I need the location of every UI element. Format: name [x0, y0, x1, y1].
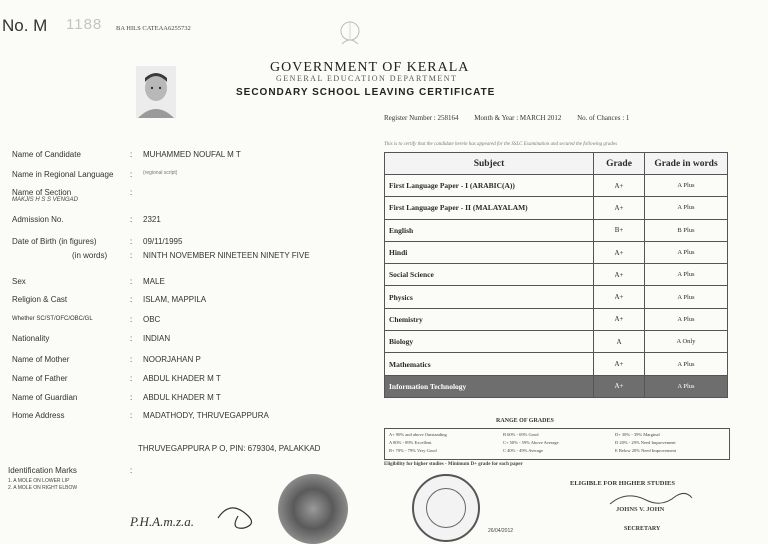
identification-mark: 1. A MOLE ON LOWER LIP — [8, 478, 70, 484]
table-row — [385, 241, 728, 263]
grade-cell: A+ — [594, 175, 645, 197]
table-row — [385, 219, 728, 241]
range-of-grades-title: RANGE OF GRADES — [496, 418, 554, 424]
table-row — [385, 286, 728, 308]
field-label: Name of Father — [12, 374, 68, 383]
subject-cell: Physics — [385, 286, 594, 308]
field-value: OBC — [143, 315, 161, 324]
grade-words-cell: A Plus — [645, 197, 728, 219]
serial-prefix: No. M — [2, 16, 48, 35]
range-item: B 60% - 69% Good — [503, 432, 539, 437]
identification-marks-list — [8, 478, 77, 492]
grade-words-cell: A Plus — [645, 241, 728, 263]
field-label: Home Address — [12, 411, 65, 420]
subject-cell: First Language Paper - I (ARABIC(A)) — [385, 175, 594, 197]
field-value: MADATHODY, THRUVEGAPPURA — [143, 411, 269, 420]
table-row — [385, 175, 728, 197]
grades-table — [384, 152, 728, 398]
range-item: C 40% - 49% Average — [503, 448, 544, 453]
grade-words-cell: A Plus — [645, 175, 728, 197]
field-label: Sex — [12, 277, 26, 286]
grade-cell: A+ — [594, 241, 645, 263]
grade-cell: A+ — [594, 308, 645, 330]
grade-cell: A+ — [594, 375, 645, 397]
board-seal-icon — [412, 474, 480, 542]
secretary-name: JOHNS V. JOHN — [616, 506, 665, 513]
candidate-photo — [136, 66, 176, 118]
table-row — [385, 375, 728, 397]
grade-words-cell: A Plus — [645, 308, 728, 330]
grade-cell: B+ — [594, 219, 645, 241]
field-label: Name of Section — [12, 188, 72, 197]
range-item: A+ 90% and above Outstanding — [389, 432, 447, 437]
state-emblem-icon — [328, 18, 372, 48]
field-value: ISLAM, MAPPILA — [143, 295, 207, 304]
table-row — [385, 197, 728, 219]
range-column — [503, 432, 559, 456]
field-label: Religion & Cast — [12, 295, 68, 304]
field-label: Admission No. — [12, 215, 64, 224]
eligible-stamp: ELIGIBLE FOR HIGHER STUDIES — [570, 480, 675, 487]
grade-cell: A+ — [594, 264, 645, 286]
certify-text: This is to certify that the candidate herein has appeared for the SSLC Examination and secured the following grades — [384, 142, 618, 147]
certificate-title: SECONDARY SCHOOL LEAVING CERTIFICATE — [236, 87, 496, 98]
range-item: A 80% - 89% Excellent — [389, 440, 432, 445]
field-label: Name of Guardian — [12, 393, 78, 402]
field-label: Identification Marks — [8, 466, 77, 475]
range-column — [389, 432, 447, 456]
header-grade: Grade — [594, 153, 645, 175]
range-item: D+ 30% - 39% Marginal — [615, 432, 660, 437]
range-item: C+ 50% - 59% Above Average — [503, 440, 559, 445]
range-of-grades-box — [384, 428, 730, 460]
field-value: THRUVEGAPPURA P O, PIN: 679304, PALAKKAD — [138, 444, 321, 453]
serial-code: BA HILS CATEAA6255732 — [116, 25, 191, 32]
exam-meta — [384, 114, 643, 122]
table-row — [385, 264, 728, 286]
table-header-row — [385, 153, 728, 175]
field-value: MUHAMMED NOUFAL M T — [143, 150, 241, 159]
subject-cell: First Language Paper - II (MALAYALAM) — [385, 197, 594, 219]
field-value: NOORJAHAN P — [143, 355, 201, 364]
grade-words-cell: A Plus — [645, 286, 728, 308]
header-grade-words: Grade in words — [645, 153, 728, 175]
field-value: INDIAN — [143, 334, 171, 343]
field-value: 2321 — [143, 215, 161, 224]
subject-cell: Biology — [385, 331, 594, 353]
department-heading: GENERAL EDUCATION DEPARTMENT — [276, 74, 458, 83]
section-name: MAKJIS H S S VENGAD — [12, 197, 79, 203]
field-value: (regional script) — [143, 170, 178, 176]
field-label: Name of Candidate — [12, 150, 81, 159]
header-subject: Subject — [385, 153, 594, 175]
school-seal-icon — [278, 474, 348, 544]
field-label: Date of Birth (in figures) — [12, 237, 97, 246]
grade-words-cell: A Plus — [645, 353, 728, 375]
eligibility-note: Eligibility for higher studies - Minimum D+ grade for each paper — [384, 462, 523, 467]
grade-words-cell: B Plus — [645, 219, 728, 241]
serial-number: 1188 — [66, 16, 103, 33]
field-value: ABDUL KHADER M T — [143, 393, 221, 402]
grade-cell: A+ — [594, 286, 645, 308]
grade-words-cell: A Plus — [645, 375, 728, 397]
subject-cell: English — [385, 219, 594, 241]
grade-cell: A+ — [594, 353, 645, 375]
subject-cell: Mathematics — [385, 353, 594, 375]
grade-words-cell: A Plus — [645, 264, 728, 286]
signature-text: P.H.A.m.z.a. — [130, 514, 195, 529]
subject-cell: Hindi — [385, 241, 594, 263]
table-row — [385, 353, 728, 375]
field-value: MALE — [143, 277, 165, 286]
table-row — [385, 331, 728, 353]
month-year: Month & Year : MARCH 2012 — [474, 114, 562, 122]
grade-cell: A — [594, 331, 645, 353]
range-item: E Below 20% Need Improvement — [615, 448, 676, 453]
government-heading: GOVERNMENT OF KERALA — [270, 60, 470, 75]
register-number: Register Number : 258164 — [384, 114, 459, 122]
grade-words-cell: A Only — [645, 331, 728, 353]
field-value: 09/11/1995 — [143, 237, 183, 246]
subject-cell: Chemistry — [385, 308, 594, 330]
field-label: Name of Mother — [12, 355, 70, 364]
field-label: Nationality — [12, 334, 50, 343]
chances: No. of Chances : 1 — [577, 114, 630, 122]
range-column — [615, 432, 676, 456]
field-value: ABDUL KHADER M T — [143, 374, 221, 383]
table-row — [385, 308, 728, 330]
candidate-signature — [126, 496, 266, 536]
field-value: NINTH NOVEMBER NINETEEN NINETY FIVE — [143, 251, 310, 260]
range-item: B+ 70% - 79% Very Good — [389, 448, 437, 453]
identification-mark: 2. A MOLE ON RIGHT ELBOW — [8, 485, 78, 491]
secretary-title: SECRETARY — [624, 526, 661, 532]
field-label: Whether SC/ST/OFC/OBC/GL — [12, 316, 93, 322]
issue-date: 26/04/2012 — [488, 528, 514, 534]
grade-cell: A+ — [594, 197, 645, 219]
subject-cell: Information Technology — [385, 375, 594, 397]
field-label: Name in Regional Language — [12, 170, 114, 179]
subject-cell: Social Science — [385, 264, 594, 286]
field-label: (in words) — [72, 251, 108, 260]
range-item: D 20% - 29% Need Improvement — [615, 440, 676, 445]
